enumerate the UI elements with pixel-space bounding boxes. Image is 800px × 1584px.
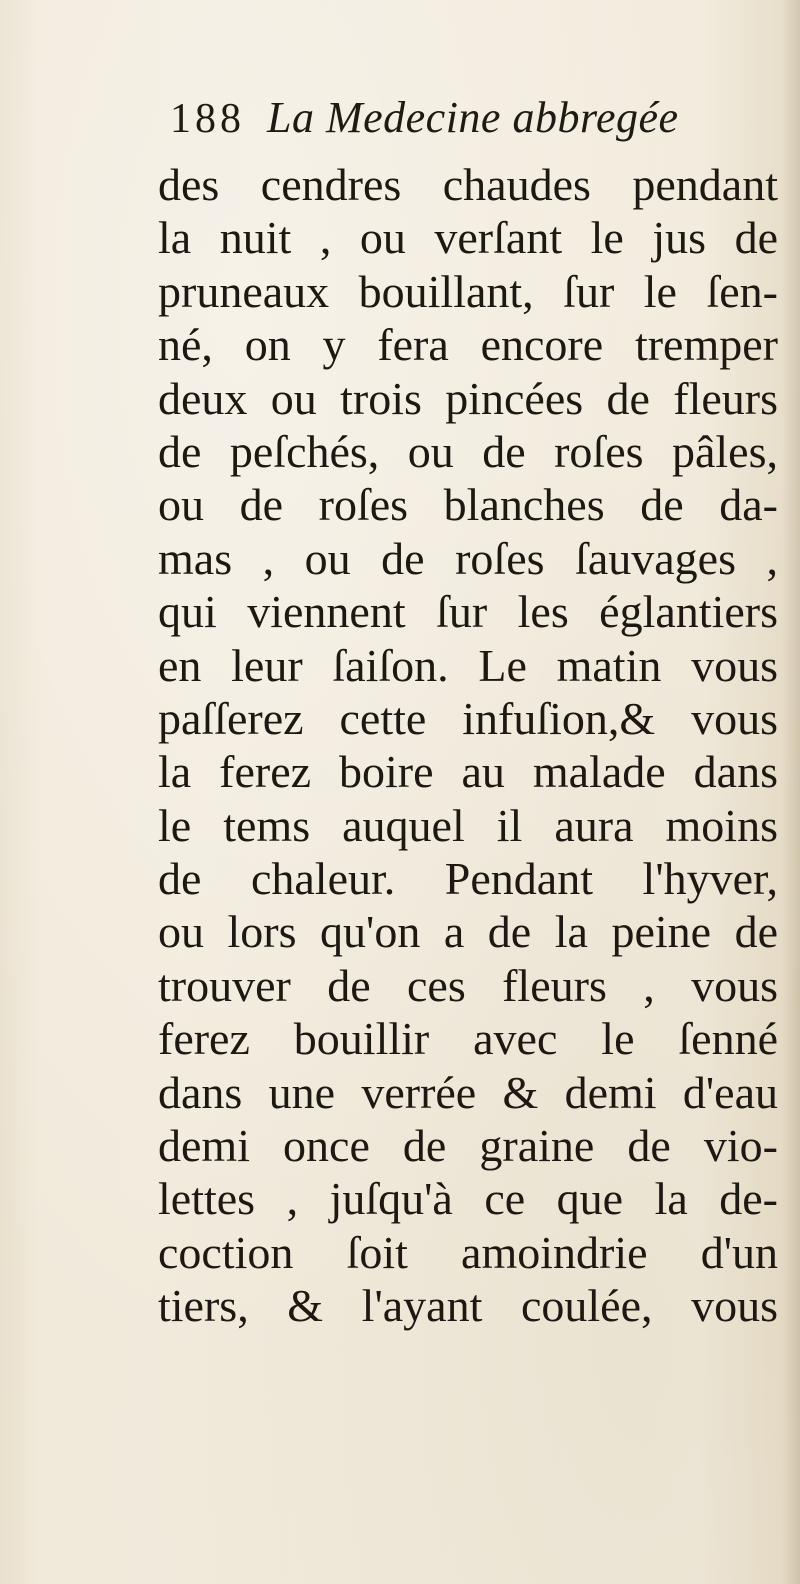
- text-line: tiers, & l'ayant coulée, vous: [158, 1280, 778, 1332]
- text-line: des cendres chaudes pendant: [158, 159, 778, 210]
- running-head: [170, 92, 679, 152]
- text-line: la nuit , ou verſant le jus de: [158, 212, 778, 264]
- page-number: 188: [170, 96, 245, 142]
- running-title: La Medecine abbregée: [267, 93, 679, 142]
- text-line: paſſerez cette infuſion,& vous: [158, 692, 778, 744]
- text-line: demi once de graine de vio-: [158, 1120, 778, 1172]
- text-line: deux ou trois pincées de fleurs: [158, 372, 778, 424]
- text-line: mas , ou de roſes ſauvages ,: [158, 532, 778, 584]
- text-line: ou de roſes blanches de da-: [158, 479, 778, 531]
- text-line: ferez bouillir avec le ſenné: [158, 1013, 778, 1065]
- text-line: le tems auquel il aura moins: [158, 799, 778, 851]
- text-line: de peſchés, ou de roſes pâles,: [158, 425, 778, 477]
- text-line: qui viennent ſur les églantiers: [158, 586, 778, 638]
- text-line: la ferez boire au malade dans: [158, 746, 778, 798]
- text-line: de chaleur. Pendant l'hyver,: [158, 853, 778, 905]
- text-line: trouver de ces fleurs , vous: [158, 959, 778, 1011]
- text-line: ou lors qu'on a de la peine de: [158, 906, 778, 958]
- text-line: coction ſoit amoindrie d'un: [158, 1226, 778, 1278]
- text-line: né, on y fera encore tremper: [158, 319, 778, 371]
- text-line: dans une verrée & demi d'eau: [158, 1066, 778, 1118]
- text-line: en leur ſaiſon. Le matin vous: [158, 639, 778, 691]
- text-line: lettes , juſqu'à ce que la de-: [158, 1173, 778, 1225]
- body-text: [158, 158, 778, 1333]
- page-edge-shadow: [782, 0, 800, 1584]
- text-line: pruneaux bouillant, ſur le ſen-: [158, 265, 778, 317]
